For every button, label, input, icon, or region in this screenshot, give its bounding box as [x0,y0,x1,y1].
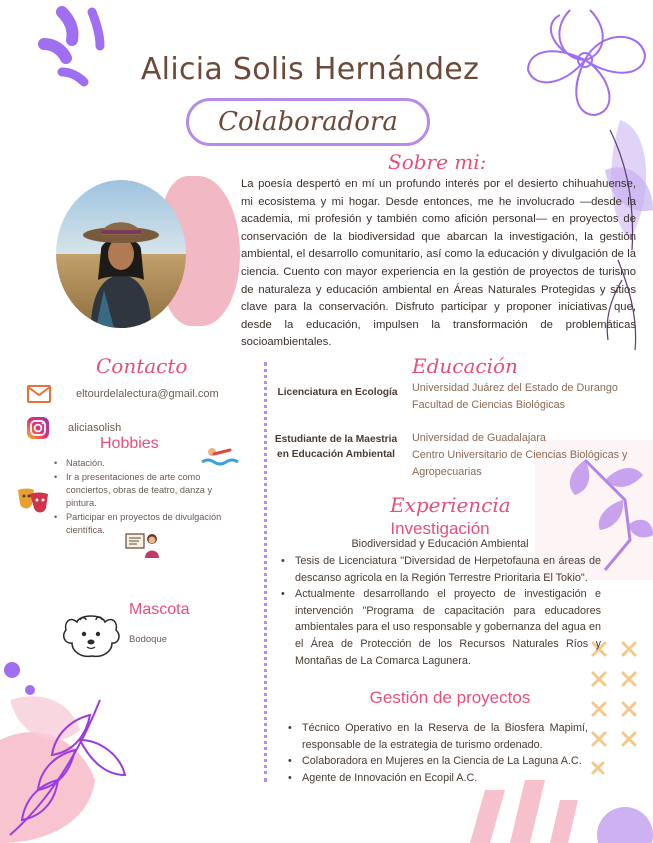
role-badge [186,98,430,146]
education-institution-2 [412,430,647,481]
instagram-icon [26,416,50,440]
theater-masks-icon [16,486,50,514]
column-divider [264,362,267,782]
profile-photo [56,180,186,328]
presenter-icon [124,530,164,560]
contact-instagram[interactable]: aliciasolish [68,422,122,434]
institution-name: Universidad de Guadalajara [412,432,546,444]
person-name: Alicia Solis Hernández [140,52,480,87]
about-title: Sobre mi: [388,150,487,174]
list-item: • Técnico Operativo en la Reserva de la Biosfera Mapimí, responsable de la estrategia de turismo ordenado. [288,720,588,753]
about-text: La poesía despertó en mí un profundo interés por el desierto chihuahuense, mi ecosistema y mi hogar. Desde entonces, me he involucrado —desde la academia, mi profesión y también como afición personal— en proyectos de conservación de la biodiversidad que abarcan la investigación, la gestión ambiental, el desarrollo comunitario, así como la educación y divulgación de la ciencia. Cuento con mayor experiencia en la gestión de proyectos de turismo de naturaleza y educación ambiental en Áreas Naturales Protegidas y sitios clave para la conservación. Disfruto participar y proponer iniciativas que, desde la educación, impulsen la transformación de problemáticas socioambientales. [241,178,636,349]
list-item: • Participar en proyectos de divulgación científica. [52,511,232,537]
list-item: • Actualmente desarrollando el proyecto de investigación e intervención "Programa de capacitación para educadores ambientales para el uso responsable y gobernanza del agua en el Área de Protección de los Recursos Naturales Ríos y Montañas de La Comarca Lagunera. [281,586,601,669]
research-subtitle: Biodiversidad y Educación Ambiental [351,538,529,550]
research-list [281,553,601,669]
institution-faculty: Centro Universitario de Ciencias Biológicas y Agropecuarias [412,449,628,478]
mail-icon [26,384,52,404]
list-item: • Agente de Innovación en Ecopil A.C. [288,770,588,787]
pet-name: Bodoque [129,634,168,645]
contact-email-row [26,384,219,404]
list-item: • Colaboradora en Mujeres en la Ciencia de La Laguna A.C. [288,753,588,770]
list-item: • Ir a presentaciones de arte como conciertos, obras de teatro, danza y pintura. [52,471,232,510]
institution-faculty: Facultad de Ciencias Biológicas [412,399,566,411]
institution-name: Universidad Juárez del Estado de Durango [412,382,618,394]
hobbies-list [52,457,232,538]
contact-email[interactable]: eltourdelalectura@gmail.com [76,388,219,400]
poodle-dog-icon [62,610,120,660]
list-item: • Tesis de Licenciatura "Diversidad de Herpetofauna en áreas de descanso agricola en la Región Terrestre Prioritaria El Tokio". [281,553,601,586]
education-institution-1 [412,380,647,414]
education-degree-2: Estudiante de la Maestria en Educación Ambiental [274,434,398,460]
pet-title: Mascota [129,601,190,618]
hobbies-title: Hobbies [100,435,159,452]
education-title: Educación [412,354,518,378]
management-list [288,720,588,786]
contact-title: Contacto [96,354,188,378]
list-item: • Natación. [52,457,232,470]
education-degree-1: Licenciatura en Ecología [277,387,398,398]
experience-title: Experiencia [390,493,511,517]
research-title: Investigación [390,519,490,538]
role-label: Colaboradora [218,107,398,137]
management-title: Gestión de proyectos [369,688,531,707]
decor-bottom-left-leaves [0,660,140,843]
